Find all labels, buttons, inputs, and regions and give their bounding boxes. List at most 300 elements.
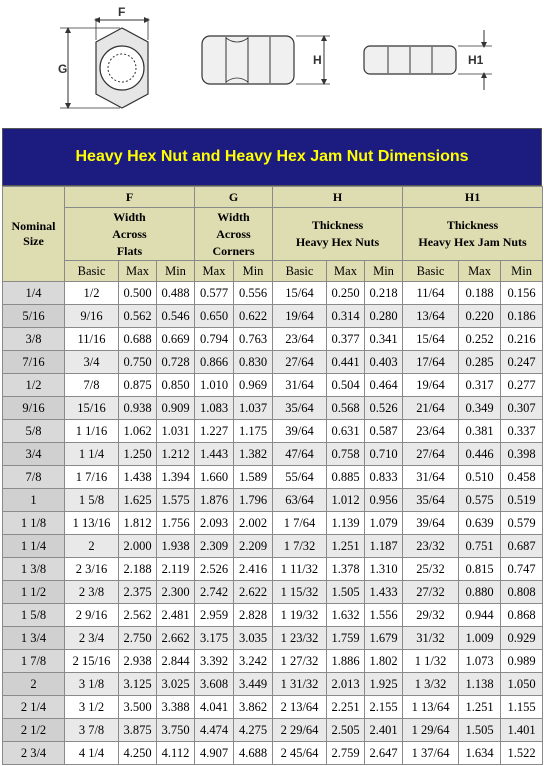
table-cell: 3.025 [157,673,195,696]
table-cell: 1.505 [459,719,501,742]
table-cell: 1.443 [195,443,234,466]
table-cell: 2.209 [234,535,273,558]
table-cell: 0.314 [327,305,365,328]
nominal-size-cell: 1 1/8 [3,512,65,535]
table-cell: 1.632 [327,604,365,627]
label-f: F [118,5,126,19]
table-cell: 1.796 [234,489,273,512]
table-cell: 1.073 [459,650,501,673]
table-cell: 0.989 [501,650,543,673]
sub-header-cell: Max [119,261,157,282]
table-cell: 0.575 [459,489,501,512]
table-cell: 0.500 [119,282,157,305]
table-cell: 1 7/32 [273,535,327,558]
table-cell: 2.481 [157,604,195,627]
nominal-size-cell: 1/4 [3,282,65,305]
table-cell: 9/16 [65,305,119,328]
table-cell: 0.341 [365,328,403,351]
sub-header-cell: Max [327,261,365,282]
table-cell: 0.220 [459,305,501,328]
table-cell: 0.579 [501,512,543,535]
table-cell: 27/64 [403,443,459,466]
table-cell: 0.650 [195,305,234,328]
table-cell: 1 13/64 [403,696,459,719]
nominal-size-cell: 1 3/4 [3,627,65,650]
table-cell: 0.631 [327,420,365,443]
table-cell: 3 7/8 [65,719,119,742]
table-cell: 3.500 [119,696,157,719]
table-cell: 2.505 [327,719,365,742]
table-cell: 0.747 [501,558,543,581]
sub-header-cell: Min [365,261,403,282]
table-cell: 0.794 [195,328,234,351]
table-cell: 1 7/64 [273,512,327,535]
table-cell: 1.634 [459,742,501,765]
table-cell: 13/64 [403,305,459,328]
table-cell: 1 1/32 [403,650,459,673]
table-cell: 0.218 [365,282,403,305]
table-cell: 0.909 [157,397,195,420]
table-cell: 0.504 [327,374,365,397]
table-cell: 1.382 [234,443,273,466]
group-f-header: F [65,187,195,208]
table-cell: 23/64 [403,420,459,443]
table-cell: 1.625 [119,489,157,512]
table-cell: 1 13/16 [65,512,119,535]
table-row [3,650,543,673]
table-row [3,328,543,351]
table-cell: 0.464 [365,374,403,397]
hex-nut-top-view [58,5,148,108]
table-cell: 1.522 [501,742,543,765]
table-cell: 0.441 [327,351,365,374]
table-cell: 1 1/16 [65,420,119,443]
table-cell: 1.083 [195,397,234,420]
table-cell: 2.938 [119,650,157,673]
table-row [3,627,543,650]
table-cell: 0.526 [365,397,403,420]
label-h: H [313,53,322,67]
nominal-size-cell: 2 1/2 [3,719,65,742]
table-cell: 1 23/32 [273,627,327,650]
table-cell: 1.227 [195,420,234,443]
table-cell: 1.155 [501,696,543,719]
table-cell: 0.622 [234,305,273,328]
nominal-size-cell: 1 5/8 [3,604,65,627]
table-cell: 2.000 [119,535,157,558]
table-cell: 0.710 [365,443,403,466]
table-row [3,673,543,696]
table-cell: 0.381 [459,420,501,443]
table-cell: 4.474 [195,719,234,742]
table-cell: 1 29/64 [403,719,459,742]
table-cell: 1.802 [365,650,403,673]
table-cell: 0.587 [365,420,403,443]
sub-header-cell: Basic [273,261,327,282]
table-cell: 1.062 [119,420,157,443]
table-cell: 1.251 [327,535,365,558]
table-cell: 29/32 [403,604,459,627]
table-cell: 47/64 [273,443,327,466]
table-cell: 2.119 [157,558,195,581]
table-cell: 0.815 [459,558,501,581]
table-row [3,351,543,374]
table-cell: 0.868 [501,604,543,627]
nominal-size-cell: 7/8 [3,466,65,489]
table-row [3,305,543,328]
table-cell: 1.433 [365,581,403,604]
table-cell: 1.250 [119,443,157,466]
table-cell: 0.885 [327,466,365,489]
table-cell: 0.944 [459,604,501,627]
table-cell: 0.875 [119,374,157,397]
table-cell: 1.756 [157,512,195,535]
table-cell: 1.378 [327,558,365,581]
table-row [3,420,543,443]
nominal-size-cell: 1 1/2 [3,581,65,604]
table-cell: 4.250 [119,742,157,765]
table-cell: 1.394 [157,466,195,489]
table-cell: 1.938 [157,535,195,558]
table-cell: 0.398 [501,443,543,466]
table-cell: 1 3/32 [403,673,459,696]
table-cell: 3 1/8 [65,673,119,696]
table-cell: 0.280 [365,305,403,328]
table-cell: 1.679 [365,627,403,650]
table-cell: 0.750 [119,351,157,374]
table-cell: 1.886 [327,650,365,673]
table-cell: 0.969 [234,374,273,397]
group-h1-header: H1 [403,187,543,208]
table-cell: 1 7/16 [65,466,119,489]
table-cell: 1.438 [119,466,157,489]
table-row [3,719,543,742]
table-cell: 0.728 [157,351,195,374]
table-cell: 4.907 [195,742,234,765]
table-cell: 2.375 [119,581,157,604]
table-cell: 1.310 [365,558,403,581]
table-cell: 25/32 [403,558,459,581]
table-row [3,535,543,558]
table-cell: 1.079 [365,512,403,535]
table-cell: 2 13/64 [273,696,327,719]
sub-header-cell: Min [234,261,273,282]
table-cell: 0.808 [501,581,543,604]
nominal-size-header: Nominal Size [3,187,65,282]
table-cell: 1.139 [327,512,365,535]
table-cell: 1.138 [459,673,501,696]
table-cell: 3.175 [195,627,234,650]
table-cell: 0.519 [501,489,543,512]
table-cell: 1.175 [234,420,273,443]
table-cell: 0.562 [119,305,157,328]
table-cell: 31/64 [403,466,459,489]
table-cell: 0.577 [195,282,234,305]
table-cell: 23/64 [273,328,327,351]
table-cell: 3.125 [119,673,157,696]
table-cell: 2 3/4 [65,627,119,650]
table-cell: 3.608 [195,673,234,696]
table-cell: 0.307 [501,397,543,420]
table-cell: 3.388 [157,696,195,719]
table-row [3,466,543,489]
table-cell: 2 3/16 [65,558,119,581]
table-cell: 7/8 [65,374,119,397]
table-cell: 15/64 [273,282,327,305]
table-cell: 0.252 [459,328,501,351]
table-cell: 1 27/32 [273,650,327,673]
table-cell: 55/64 [273,466,327,489]
table-cell: 0.247 [501,351,543,374]
table-cell: 0.458 [501,466,543,489]
table-cell: 27/64 [273,351,327,374]
nominal-size-cell: 2 [3,673,65,696]
sub-header-cell: Basic [403,261,459,282]
nominal-size-cell: 1/2 [3,374,65,397]
table-cell: 0.688 [119,328,157,351]
table-cell: 1.037 [234,397,273,420]
table-cell: 1 11/32 [273,558,327,581]
table-cell: 39/64 [403,512,459,535]
table-cell: 2.750 [119,627,157,650]
table-cell: 0.763 [234,328,273,351]
table-cell: 0.377 [327,328,365,351]
sub-header-cell: Min [501,261,543,282]
group-g-description: Width Across Corners [195,208,273,261]
table-cell: 1.589 [234,466,273,489]
table-cell: 0.403 [365,351,403,374]
table-cell: 15/16 [65,397,119,420]
table-cell: 31/64 [273,374,327,397]
table-cell: 0.866 [195,351,234,374]
table-cell: 0.556 [234,282,273,305]
nominal-size-cell: 1 3/8 [3,558,65,581]
heavy-hex-nut-side-view [202,36,330,84]
table-cell: 0.186 [501,305,543,328]
nominal-size-cell: 7/16 [3,351,65,374]
sub-header-cell: Max [195,261,234,282]
table-cell: 0.250 [327,282,365,305]
nominal-size-cell: 5/8 [3,420,65,443]
table-row [3,397,543,420]
table-cell: 2 15/16 [65,650,119,673]
table-cell: 11/64 [403,282,459,305]
table-cell: 1 37/64 [403,742,459,765]
table-cell: 2.401 [365,719,403,742]
table-cell: 19/64 [273,305,327,328]
sub-header-cell: Min [157,261,195,282]
table-row [3,558,543,581]
table-cell: 4.112 [157,742,195,765]
table-cell: 1 5/8 [65,489,119,512]
nut-dimension-drawings [0,0,544,122]
table-title: Heavy Hex Nut and Heavy Hex Jam Nut Dimensions [2,128,542,186]
table-cell: 2.300 [157,581,195,604]
table-cell: 2.759 [327,742,365,765]
table-cell: 2.155 [365,696,403,719]
table-cell: 2.309 [195,535,234,558]
table-cell: 1.012 [327,489,365,512]
table-cell: 31/32 [403,627,459,650]
table-cell: 17/64 [403,351,459,374]
table-cell: 0.568 [327,397,365,420]
table-row [3,512,543,535]
nominal-size-cell: 5/16 [3,305,65,328]
table-cell: 2.742 [195,581,234,604]
table-cell: 0.216 [501,328,543,351]
table-row [3,604,543,627]
table-cell: 1.401 [501,719,543,742]
group-f-description: Width Across Flats [65,208,195,261]
table-cell: 2.002 [234,512,273,535]
table-row [3,443,543,466]
table-cell: 2.844 [157,650,195,673]
table-cell: 0.446 [459,443,501,466]
table-cell: 1.812 [119,512,157,535]
table-cell: 0.488 [157,282,195,305]
table-cell: 0.830 [234,351,273,374]
label-g: G [58,62,68,76]
table-cell: 0.510 [459,466,501,489]
table-cell: 1.010 [195,374,234,397]
table-cell: 63/64 [273,489,327,512]
table-cell: 2.828 [234,604,273,627]
table-cell: 2 [65,535,119,558]
table-cell: 2.093 [195,512,234,535]
table-cell: 21/64 [403,397,459,420]
sub-header-cell: Basic [65,261,119,282]
group-h1-description: Thickness Heavy Hex Jam Nuts [403,208,543,261]
table-cell: 1.031 [157,420,195,443]
table-cell: 3.035 [234,627,273,650]
table-cell: 19/64 [403,374,459,397]
table-cell: 1.575 [157,489,195,512]
table-row [3,581,543,604]
table-cell: 2.188 [119,558,157,581]
table-cell: 3 1/2 [65,696,119,719]
table-cell: 3.392 [195,650,234,673]
table-cell: 35/64 [273,397,327,420]
group-h-header: H [273,187,403,208]
table-cell: 2.959 [195,604,234,627]
table-cell: 0.850 [157,374,195,397]
table-cell: 0.546 [157,305,195,328]
table-cell: 3.862 [234,696,273,719]
nominal-size-cell: 2 1/4 [3,696,65,719]
table-cell: 1.759 [327,627,365,650]
table-cell: 27/32 [403,581,459,604]
nominal-size-cell: 9/16 [3,397,65,420]
jam-nut-side-view [364,30,492,90]
table-cell: 4.275 [234,719,273,742]
sub-header-cell: Max [459,261,501,282]
table-row [3,374,543,397]
table-cell: 2.622 [234,581,273,604]
nominal-size-cell: 3/8 [3,328,65,351]
table-cell: 0.956 [365,489,403,512]
table-cell: 0.349 [459,397,501,420]
table-cell: 1.187 [365,535,403,558]
table-cell: 0.188 [459,282,501,305]
table-cell: 0.337 [501,420,543,443]
table-cell: 2 29/64 [273,719,327,742]
table-cell: 39/64 [273,420,327,443]
table-row [3,282,543,305]
table-cell: 2 45/64 [273,742,327,765]
table-cell: 1.050 [501,673,543,696]
table-cell: 2 3/8 [65,581,119,604]
table-cell: 1.212 [157,443,195,466]
group-h-description: Thickness Heavy Hex Nuts [273,208,403,261]
table-cell: 1 1/4 [65,443,119,466]
table-cell: 1 31/32 [273,673,327,696]
table-cell: 2.251 [327,696,365,719]
table-cell: 2.662 [157,627,195,650]
dimension-table [2,186,543,765]
table-cell: 0.938 [119,397,157,420]
table-cell: 1.660 [195,466,234,489]
table-cell: 1.009 [459,627,501,650]
table-row [3,489,543,512]
table-body [3,282,543,765]
sub-header-row [3,261,543,282]
dimension-table-container [2,128,542,765]
table-cell: 1.925 [365,673,403,696]
table-cell: 2.526 [195,558,234,581]
table-cell: 0.156 [501,282,543,305]
table-cell: 0.833 [365,466,403,489]
label-h1: H1 [468,53,484,67]
table-cell: 1.251 [459,696,501,719]
table-cell: 3/4 [65,351,119,374]
nominal-size-cell: 3/4 [3,443,65,466]
table-cell: 0.687 [501,535,543,558]
table-cell: 1 15/32 [273,581,327,604]
table-cell: 0.751 [459,535,501,558]
table-cell: 4.688 [234,742,273,765]
nominal-size-cell: 1 7/8 [3,650,65,673]
table-cell: 2.013 [327,673,365,696]
table-cell: 1 19/32 [273,604,327,627]
table-cell: 1/2 [65,282,119,305]
table-cell: 0.880 [459,581,501,604]
table-cell: 3.750 [157,719,195,742]
table-cell: 0.669 [157,328,195,351]
table-cell: 23/32 [403,535,459,558]
table-cell: 0.277 [501,374,543,397]
group-g-header: G [195,187,273,208]
table-cell: 4 1/4 [65,742,119,765]
table-row [3,742,543,765]
table-cell: 0.285 [459,351,501,374]
nominal-size-cell: 2 3/4 [3,742,65,765]
table-cell: 0.639 [459,512,501,535]
table-cell: 0.317 [459,374,501,397]
table-cell: 11/16 [65,328,119,351]
table-cell: 2.562 [119,604,157,627]
table-cell: 0.758 [327,443,365,466]
table-row [3,696,543,719]
table-cell: 3.242 [234,650,273,673]
table-cell: 2.416 [234,558,273,581]
table-cell: 3.449 [234,673,273,696]
table-cell: 3.875 [119,719,157,742]
table-cell: 1.505 [327,581,365,604]
table-cell: 0.929 [501,627,543,650]
nominal-size-cell: 1 [3,489,65,512]
table-cell: 35/64 [403,489,459,512]
table-cell: 1.556 [365,604,403,627]
